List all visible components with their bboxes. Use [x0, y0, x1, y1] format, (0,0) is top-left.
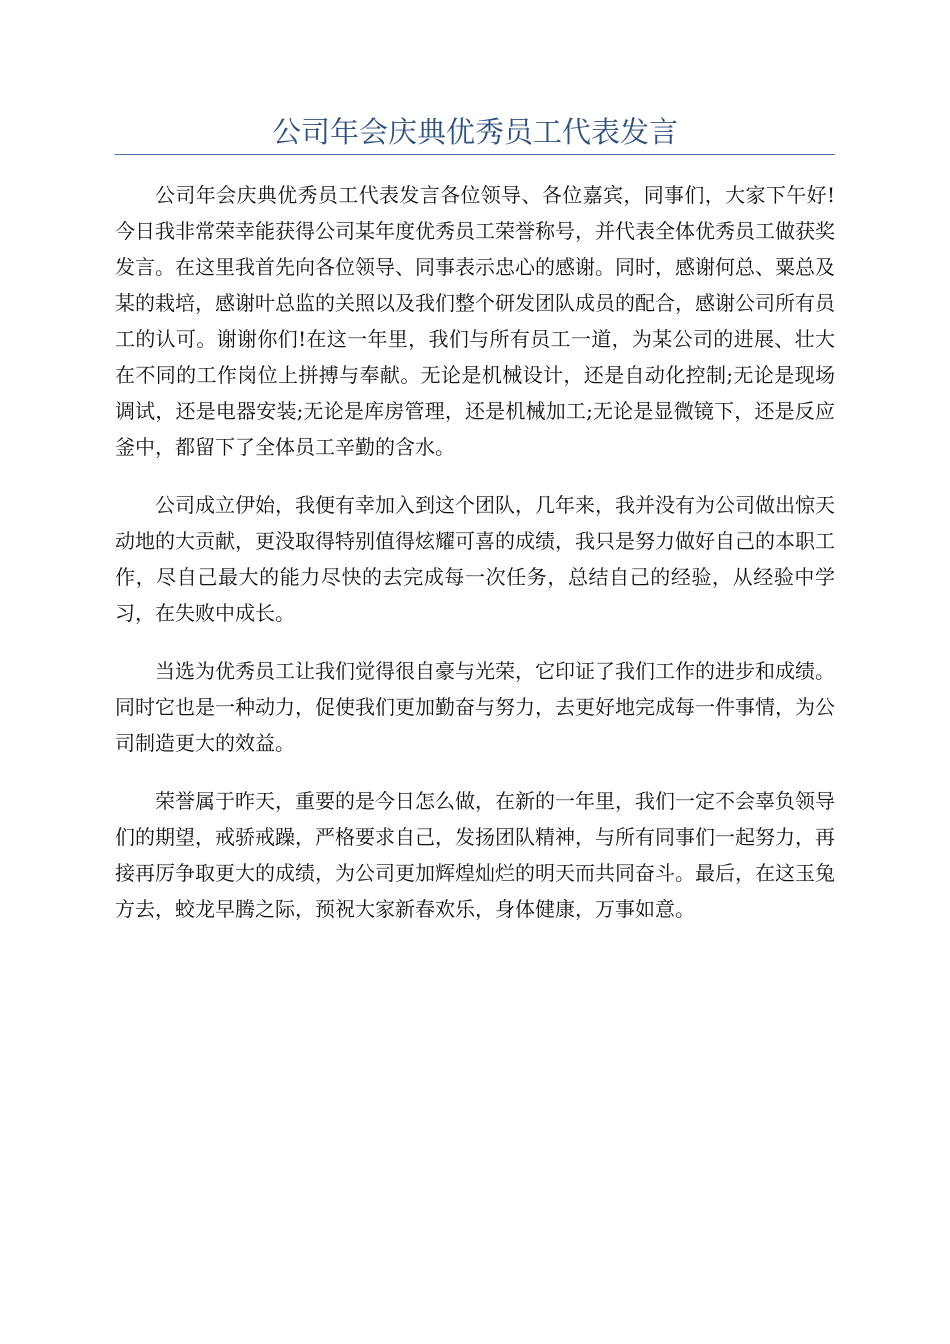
title-underline	[115, 154, 835, 155]
document-title: 公司年会庆典优秀员工代表发言	[271, 115, 678, 149]
document-body	[115, 177, 835, 949]
paragraph-3: 当选为优秀员工让我们觉得很自豪与光荣，它印证了我们工作的进步和成绩。同时它也是一种动力，促使我们更加勤奋与努力，去更好地完成每一件事情，为公司制造更大的效益。	[115, 659, 835, 755]
paragraph-4: 荣誉属于昨天，重要的是今日怎么做，在新的一年里，我们一定不会辜负领导们的期望，戒骄戒躁，严格要求自己，发扬团队精神，与所有同事们一起努力，再接再厉争取更大的成绩，为公司更加辉煌灿烂的明天而共同奋斗。最后，在这玉兔方去，蛟龙早腾之际，预祝大家新春欢乐，身体健康，万事如意。	[115, 789, 835, 921]
paragraph-1: 公司年会庆典优秀员工代表发言各位领导、各位嘉宾，同事们，大家下午好!今日我非常荣幸能获得公司某年度优秀员工荣誉称号，并代表全体优秀员工做获奖发言。在这里我首先向各位领导、同事表示忠心的感谢。同时，感谢何总、粟总及某的栽培，感谢叶总监的关照以及我们整个研发团队成员的配合，感谢公司所有员工的认可。谢谢你们!在这一年里，我们与所有员工一道，为某公司的进展、壮大在不同的工作岗位上拼搏与奉献。无论是机械设计，还是自动化控制;无论是现场调试，还是电器安装;无论是库房管理，还是机械加工;无论是显微镜下，还是反应釜中，都留下了全体员工辛勤的含水。	[115, 183, 835, 459]
paragraph-2: 公司成立伊始，我便有幸加入到这个团队，几年来，我并没有为公司做出惊天动地的大贡献，更没取得特别值得炫耀可喜的成绩，我只是努力做好自己的本职工作，尽自己最大的能力尽快的去完成每一次任务，总结自己的经验，从经验中学习，在失败中成长。	[115, 493, 835, 625]
